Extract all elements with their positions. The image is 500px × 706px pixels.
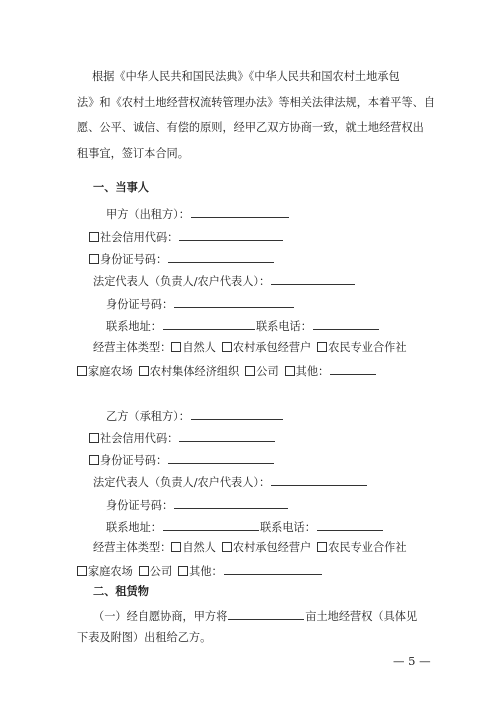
acreage-blank[interactable] <box>228 608 304 620</box>
party-b-id-checkbox[interactable] <box>89 455 99 465</box>
party-a-type-option: 家庭农场 <box>88 365 133 378</box>
party-a-legal-rep-label: 法定代表人（负责人/农户代表人）： <box>93 275 271 288</box>
party-b-type-option: 公司 <box>149 565 173 578</box>
section2-para-text-a: （一）经自愿协商，甲方将 <box>93 610 228 623</box>
party-a-type-checkbox[interactable] <box>285 366 295 376</box>
party-a-id-checkbox[interactable] <box>89 254 99 264</box>
party-b-id-row <box>89 452 275 468</box>
party-b-phone-label: 联系电话： <box>259 521 316 534</box>
party-b-contact-row <box>106 519 384 535</box>
party-a-phone-label: 联系电话： <box>255 320 312 333</box>
intro-line-3: 愿、公平、诚信、有偿的原则，经甲乙双方协商一致，就土地经营权出 <box>77 121 424 134</box>
party-b-type-checkbox[interactable] <box>77 566 87 576</box>
party-a-phone-blank[interactable] <box>313 318 379 330</box>
party-b-legal-rep-row <box>93 474 368 490</box>
party-a-id-label: 身份证号码： <box>100 253 168 266</box>
party-a-type-option: 自然人 <box>182 341 216 354</box>
party-b-type-checkbox[interactable] <box>178 566 188 576</box>
party-b-rep-id-label: 身份证号码： <box>106 499 174 512</box>
party-a-type-option: 其他： <box>295 365 330 378</box>
party-a-type-checkbox[interactable] <box>171 342 181 352</box>
party-a-type-option: 公司 <box>256 365 279 378</box>
party-a-type-checkbox[interactable] <box>222 342 232 352</box>
party-b-type-option: 其他： <box>189 565 223 578</box>
party-b-type-option: 农民专业合作社 <box>328 541 407 554</box>
party-b-rep-id-blank[interactable] <box>174 497 288 509</box>
party-a-type-option: 农民专业合作社 <box>328 341 407 354</box>
party-b-id-label: 身份证号码： <box>100 454 168 467</box>
party-b-legal-rep-blank[interactable] <box>271 474 367 486</box>
party-a-rep-id-label: 身份证号码： <box>106 298 174 311</box>
party-b-credit-row <box>89 430 276 446</box>
party-b-type-option: 自然人 <box>182 541 216 554</box>
intro-line-2: 法》和《农村土地经营权流转管理办法》等相关法律法规，本着平等、自 <box>77 96 436 109</box>
party-b-id-blank[interactable] <box>168 452 274 464</box>
party-a-type-checkbox[interactable] <box>245 366 255 376</box>
party-b-address-blank[interactable] <box>163 519 259 531</box>
party-a-row <box>106 206 290 222</box>
party-a-rep-id-blank[interactable] <box>174 296 294 308</box>
party-a-type-option: 农村承包经营户 <box>232 341 312 354</box>
party-a-type-checkbox[interactable] <box>77 366 87 376</box>
party-a-type-checkbox[interactable] <box>317 342 327 352</box>
party-b-type-option: 家庭农场 <box>88 565 133 578</box>
party-b-rep-id-row <box>106 497 289 513</box>
party-b-types-row-1 <box>93 541 407 555</box>
party-b-credit-checkbox[interactable] <box>89 433 99 443</box>
party-a-entity-type-label: 经营主体类型： <box>93 341 172 354</box>
party-a-credit-checkbox[interactable] <box>89 232 99 242</box>
intro-line-1: 根据《中华人民共和国民法典》《中华人民共和国农村土地承包 <box>92 70 400 83</box>
party-a-type-option: 农村集体经济组织 <box>149 365 240 378</box>
party-a-credit-row <box>89 229 284 245</box>
party-a-name-blank[interactable] <box>191 206 289 218</box>
party-a-credit-blank[interactable] <box>179 229 283 241</box>
party-a-legal-rep-blank[interactable] <box>271 273 355 285</box>
party-b-type-checkbox[interactable] <box>317 542 327 552</box>
party-b-phone-blank[interactable] <box>317 519 383 531</box>
party-a-other-blank[interactable] <box>330 363 376 375</box>
party-a-id-row <box>89 251 275 267</box>
party-b-type-checkbox[interactable] <box>139 566 149 576</box>
party-b-legal-rep-label: 法定代表人（负责人/农户代表人）： <box>93 476 271 489</box>
section2-para-text-b: 亩土地经营权（具体见 <box>305 610 418 623</box>
section-heading-leased-property: 二、租赁物 <box>93 585 149 598</box>
party-b-row <box>106 408 284 424</box>
intro-line-4: 租事宜，签订本合同。 <box>77 147 189 160</box>
party-a-address-blank[interactable] <box>163 318 255 330</box>
party-a-credit-label: 社会信用代码： <box>100 231 179 244</box>
party-a-id-blank[interactable] <box>168 251 274 263</box>
section2-para-line-1 <box>93 608 417 624</box>
section-heading-parties: 一、当事人 <box>93 181 149 194</box>
party-a-legal-rep-row <box>93 273 356 289</box>
party-b-type-option: 农村承包经营户 <box>232 541 312 554</box>
party-b-type-checkbox[interactable] <box>222 542 232 552</box>
party-a-title: 甲方（出租方）： <box>106 208 190 221</box>
party-a-contact-row <box>106 318 380 334</box>
party-a-type-checkbox[interactable] <box>139 366 149 376</box>
party-b-types-row-2 <box>77 563 323 579</box>
party-b-other-blank[interactable] <box>224 563 322 575</box>
party-b-entity-type-label: 经营主体类型： <box>93 541 172 554</box>
party-a-address-label: 联系地址： <box>106 320 162 333</box>
party-b-name-blank[interactable] <box>191 408 283 420</box>
page-number: — 5 — <box>393 654 431 668</box>
party-a-types-row-2 <box>77 363 377 379</box>
party-a-types-row-1 <box>93 341 407 355</box>
party-b-address-label: 联系地址： <box>106 521 162 534</box>
section2-para-line-2: 下表及附图）出租给乙方。 <box>77 631 212 644</box>
party-b-credit-label: 社会信用代码： <box>100 432 179 445</box>
party-b-credit-blank[interactable] <box>179 430 275 442</box>
party-a-rep-id-row <box>106 296 295 312</box>
party-b-title: 乙方（承租方）： <box>106 410 190 423</box>
party-b-type-checkbox[interactable] <box>171 542 181 552</box>
